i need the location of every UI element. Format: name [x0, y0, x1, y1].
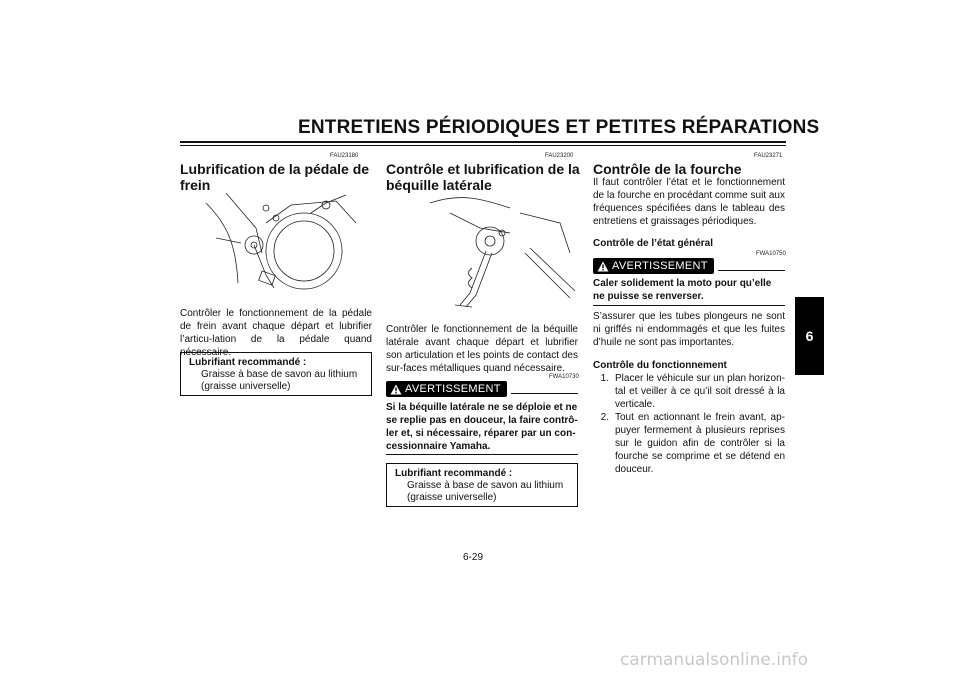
section-code: FAU23200: [545, 153, 574, 159]
section-title: Lubrification de la pédale de frein: [180, 161, 370, 193]
warning-triangle-icon: [597, 261, 609, 272]
watermark: carmanualsonline.info: [620, 650, 809, 670]
subsection-title: Contrôle du fonctionnement: [593, 360, 727, 371]
lubricant-box-line: (graisse universelle): [407, 492, 497, 503]
section-body: S’assurer que les tubes plongeurs ne sont ni griffés ni endommagés et que les fuites d’huile ne sont pas importantes.: [593, 311, 785, 348]
warning-end-rule: [386, 454, 578, 455]
lubricant-box-line: Graisse à base de savon au lithium: [407, 480, 564, 491]
list-item-text: Placer le véhicule sur un plan horizon-tal et veiller à ce qu’il soit dressé à la verticale.: [615, 373, 785, 410]
warning-code: FWA10750: [756, 251, 786, 257]
section-code: FAU23180: [330, 153, 359, 159]
sidestand-illustration: [420, 193, 580, 313]
warning-triangle-icon: [390, 384, 402, 395]
warning-badge: [386, 381, 507, 397]
list-item-number: 2.: [600, 412, 609, 423]
list-item-number: 1.: [600, 373, 609, 384]
brake-pedal-illustration: [196, 183, 366, 293]
list-item-text: Tout en actionnant le frein avant, ap-puyer fermement à plusieurs reprises sur le guidon afin de contrôler si la fourche se comprime et se détend en douceur.: [615, 412, 785, 475]
warning-label: AVERTISSEMENT: [612, 260, 708, 272]
lubricant-box-line: Graisse à base de savon au lithium: [201, 369, 358, 380]
lubricant-box-line: (graisse universelle): [201, 381, 291, 392]
lubricant-box-title: Lubrifiant recommandé :: [189, 357, 307, 368]
page-header-title: ENTRETIENS PÉRIODIQUES ET PETITES RÉPARATIONS: [298, 117, 820, 138]
section-body: Contrôler le fonctionnement de la béquille latérale avant chaque départ et lubrifier son articulation et les points de contact des sur-faces métalliques quand nécessaire.: [386, 324, 578, 374]
warning-text: Si la béquille latérale ne se déploie et ne se replie pas en douceur, la faire contrô-ler et, si nécessaire, réparer par un con-cessionnaire Yamaha.: [386, 402, 578, 452]
warning-code: FWA10730: [549, 374, 579, 380]
section-title-line: béquille latérale: [386, 177, 492, 193]
header-rule-thin: [180, 145, 786, 146]
lubricant-box-title: Lubrifiant recommandé :: [395, 468, 513, 479]
section-title-line: Contrôle et lubrification de la: [386, 161, 580, 177]
warning-text: Caler solidement la moto pour qu’elle ne puisse se renverser.: [593, 278, 772, 302]
header-rule: [180, 141, 786, 143]
page-number: 6-29: [463, 552, 484, 563]
subsection-title: Contrôle de l’état général: [593, 238, 714, 249]
chapter-tab: 6: [795, 297, 824, 375]
section-body: Contrôler le fonctionnement de la pédale de frein avant chaque départ et lubrifier l’articu-lation de la pédale quand nécessaire.: [180, 308, 372, 358]
warning-badge: [593, 258, 714, 274]
section-title: [386, 161, 586, 193]
section-title: Contrôle de la fourche: [593, 161, 742, 177]
lubricant-box: [180, 352, 372, 396]
list-item: [593, 372, 785, 411]
section-intro: Il faut contrôler l’état et le fonctionnement de la fourche en procédant comme suit aux fréquences spécifiées dans le tableau des entretiens et graissages périodiques.: [593, 177, 785, 227]
warning-banner: [386, 381, 578, 397]
list-item: [593, 411, 785, 476]
warning-banner: [593, 258, 785, 274]
warning-rule: [511, 385, 578, 394]
lubricant-box: [386, 463, 578, 507]
warning-label: AVERTISSEMENT: [405, 383, 501, 395]
warning-end-rule: [593, 305, 785, 306]
procedure-list: [593, 372, 785, 476]
warning-rule: [718, 262, 785, 271]
section-code: FAU23271: [754, 153, 783, 159]
